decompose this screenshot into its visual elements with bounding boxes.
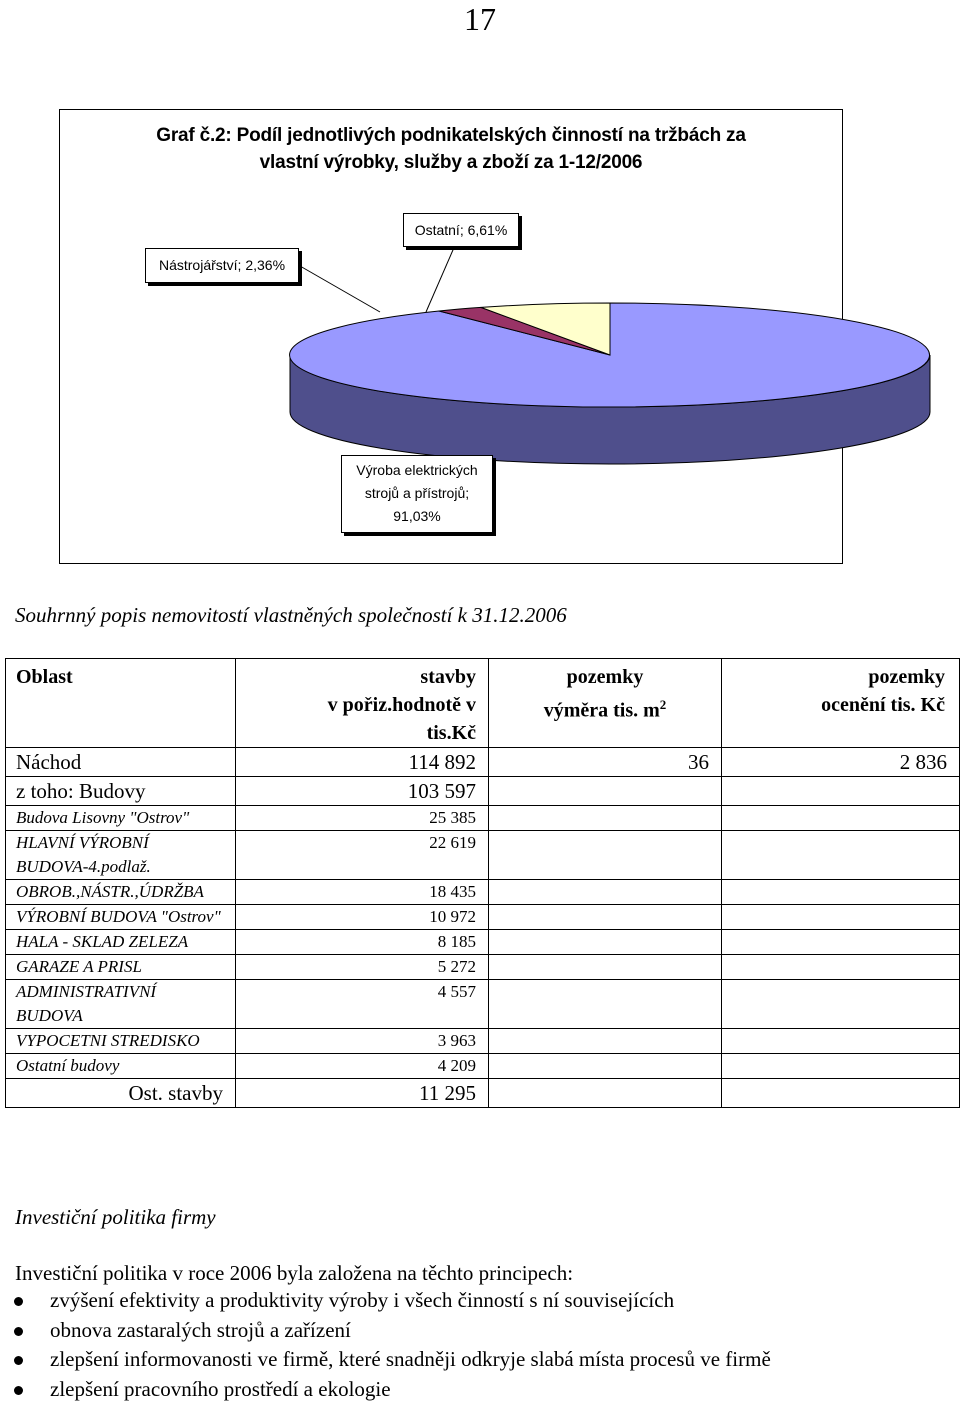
cell-vymera	[489, 1029, 722, 1054]
label-ostatni-text: Ostatní; 6,61%	[414, 222, 508, 238]
cell-stavby: 4 557	[236, 980, 489, 1029]
table-row	[6, 806, 960, 831]
bullet-item	[0, 1316, 940, 1346]
cell-stavby: 114 892	[236, 748, 489, 777]
table-row	[6, 905, 960, 930]
cell-oceneni	[722, 905, 960, 930]
table-row	[6, 930, 960, 955]
bullet-icon	[14, 1356, 23, 1365]
cell-oceneni	[722, 777, 960, 806]
cell-vymera	[489, 955, 722, 980]
page-number: 17	[464, 1, 496, 37]
table-row	[6, 831, 960, 880]
label-nastrojarstvi	[145, 248, 299, 283]
cell-oblast: HLAVNÍ VÝROBNÍ BUDOVA-4.podlaž.	[6, 831, 236, 880]
cell-stavby: 10 972	[236, 905, 489, 930]
table-row	[6, 1054, 960, 1079]
header-oblast: Oblast	[6, 659, 236, 748]
bullet-item	[0, 1375, 940, 1405]
bullet-text: zlepšení informovanosti ve firmě, které snadněji odkryje slabá místa procesů ve firmě	[50, 1347, 771, 1371]
cell-stavby: 3 963	[236, 1029, 489, 1054]
header-oceneni-line2: ocenění tis. Kč	[821, 694, 945, 716]
cell-oblast: OBROB.,NÁSTR.,ÚDRŽBA	[6, 880, 236, 905]
cell-vymera: 36	[489, 748, 722, 777]
property-table	[5, 658, 960, 1108]
cell-oblast: VÝROBNÍ BUDOVA "Ostrov"	[6, 905, 236, 930]
label-nastrojarstvi-text: Nástrojářství; 2,36%	[158, 257, 286, 273]
header-vymera-line1: pozemky	[566, 666, 644, 688]
cell-vymera	[489, 905, 722, 930]
table-row	[6, 1029, 960, 1054]
label-vyroba	[341, 455, 493, 533]
bullet-icon	[14, 1297, 23, 1306]
cell-stavby: 11 295	[236, 1079, 489, 1108]
leader-line-nastrojarstvi	[300, 266, 380, 312]
cell-oceneni	[722, 955, 960, 980]
cell-oceneni	[722, 1029, 960, 1054]
bullet-list	[0, 1286, 940, 1404]
bullet-item	[0, 1286, 940, 1316]
header-stavby-line3: tis.Kč	[426, 722, 476, 744]
label-vyroba-line3: 91,03%	[393, 508, 441, 524]
cell-vymera	[489, 980, 722, 1029]
chart-title-line2: vlastní výrobky, služby a zboží za 1-12/2006	[259, 152, 643, 173]
cell-vymera	[489, 777, 722, 806]
cell-oblast: z toho: Budovy	[6, 777, 236, 806]
cell-oblast: ADMINISTRATIVNÍ BUDOVA	[6, 980, 236, 1029]
header-vymera-sup: 2	[659, 697, 667, 712]
label-ostatni	[403, 213, 519, 247]
table-row	[6, 880, 960, 905]
cell-oblast: VYPOCETNI STREDISKO	[6, 1029, 236, 1054]
cell-oblast: Náchod	[6, 748, 236, 777]
cell-oceneni	[722, 806, 960, 831]
bullet-text: obnova zastaralých strojů a zařízení	[50, 1317, 351, 1342]
cell-oblast: Budova Lisovny "Ostrov"	[6, 806, 236, 831]
bullet-item	[0, 1345, 940, 1375]
cell-oceneni	[722, 831, 960, 880]
cell-oceneni	[722, 930, 960, 955]
table-row	[6, 777, 960, 806]
cell-oceneni	[722, 1079, 960, 1108]
header-stavby	[236, 659, 489, 748]
table-row	[6, 1079, 960, 1108]
section-heading-nemovitosti: Souhrnný popis nemovitostí vlastněných společností k 31.12.2006	[15, 603, 567, 627]
table-row	[6, 955, 960, 980]
header-vymera-line2	[499, 691, 711, 725]
header-vymera	[489, 659, 722, 748]
cell-oceneni	[722, 980, 960, 1029]
cell-oblast: GARAZE A PRISL	[6, 955, 236, 980]
cell-stavby: 103 597	[236, 777, 489, 806]
leader-line-ostatni	[426, 243, 456, 312]
cell-stavby: 4 209	[236, 1054, 489, 1079]
cell-oceneni	[722, 880, 960, 905]
header-stavby-line1: stavby	[420, 666, 476, 688]
table-header-row	[6, 659, 960, 748]
cell-stavby: 5 272	[236, 955, 489, 980]
section-heading-investicni: Investiční politika firmy	[15, 1205, 216, 1229]
cell-vymera	[489, 831, 722, 880]
cell-vymera	[489, 806, 722, 831]
bullet-text: zlepšení pracovního prostředí a ekologie	[50, 1376, 391, 1401]
cell-stavby: 25 385	[236, 806, 489, 831]
cell-oblast: HALA - SKLAD ZELEZA	[6, 930, 236, 955]
cell-vymera	[489, 1079, 722, 1108]
table-row	[6, 980, 960, 1029]
header-stavby-line2: v pořiz.hodnotě v	[327, 694, 476, 716]
cell-oceneni	[722, 1054, 960, 1079]
bullet-text: zvýšení efektivity a produktivity výroby i všech činností s ní souvisejících	[50, 1288, 675, 1312]
chart-title-line1: Graf č.2: Podíl jednotlivých podnikatelských činností na tržbách za	[156, 125, 746, 146]
label-vyroba-line1: Výroba elektrických	[356, 462, 478, 478]
cell-stavby: 18 435	[236, 880, 489, 905]
cell-oceneni: 2 836	[722, 748, 960, 777]
cell-stavby: 8 185	[236, 930, 489, 955]
label-vyroba-line2: strojů a přístrojů;	[364, 485, 470, 501]
cell-vymera	[489, 930, 722, 955]
header-oceneni-line1: pozemky	[868, 666, 945, 688]
cell-vymera	[489, 880, 722, 905]
cell-stavby: 22 619	[236, 831, 489, 880]
header-vymera-text: výměra tis. m	[543, 699, 660, 722]
cell-oblast: Ostatní budovy	[6, 1054, 236, 1079]
table-row	[6, 748, 960, 777]
investicni-intro: Investiční politika v roce 2006 byla založena na těchto principech:	[15, 1261, 574, 1285]
bullet-icon	[14, 1327, 23, 1336]
cell-vymera	[489, 1054, 722, 1079]
bullet-icon	[14, 1386, 23, 1395]
header-oceneni	[722, 659, 960, 748]
cell-oblast: Ost. stavby	[6, 1079, 236, 1108]
